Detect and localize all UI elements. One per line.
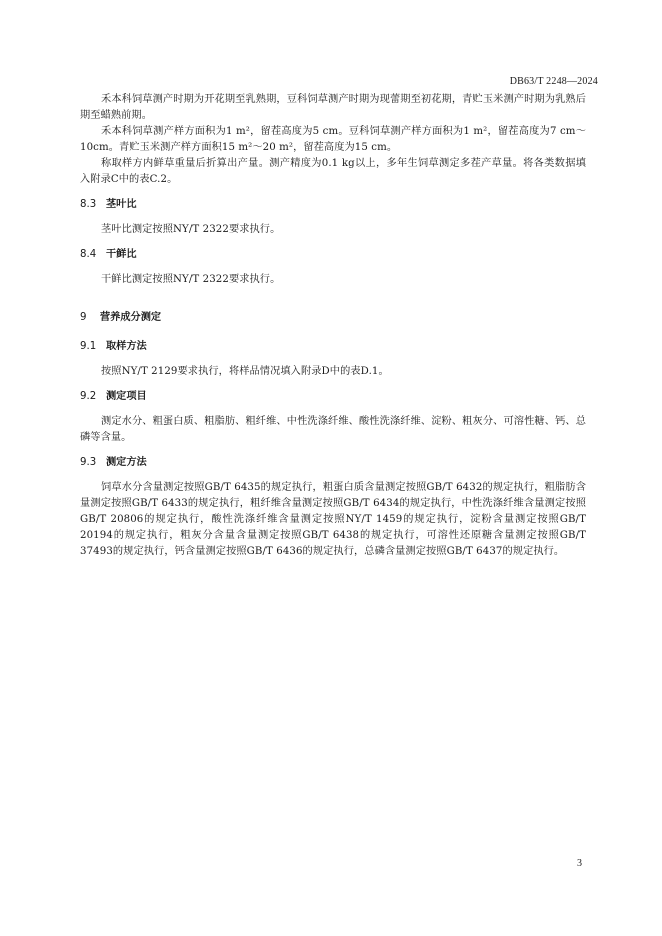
section-heading-9-1 xyxy=(80,339,586,355)
section-heading-8-3 xyxy=(80,197,586,213)
section-heading-9-3 xyxy=(80,455,586,471)
section-heading-9 xyxy=(80,310,586,326)
section-number: 9 xyxy=(80,312,87,323)
document-code: DB63/T 2248—2024 xyxy=(509,76,598,87)
section-number: 8.3 xyxy=(80,199,97,210)
section-number: 8.4 xyxy=(80,249,97,260)
section-title: 干鲜比 xyxy=(106,249,137,260)
paragraph-weighing: 称取样方内鲜草重量后折算出产量。测产精度为0.1 kg以上，多年生饲草测定多茬产草量。将各类数据填入附录C中的表C.2。 xyxy=(80,158,586,185)
section-heading-9-2 xyxy=(80,389,586,405)
section-text-8-4: 干鲜比测定按照NY/T 2322要求执行。 xyxy=(101,274,281,285)
section-number: 9.2 xyxy=(80,391,97,402)
section-title: 测定项目 xyxy=(106,391,147,402)
page-number: 3 xyxy=(577,858,582,869)
page-content xyxy=(80,92,586,560)
paragraph-plot-area: 禾本科饲草测产样方面积为1 m²，留茬高度为5 cm。豆科饲草测产样方面积为1 m²，留茬高度为7 cm～10cm。青贮玉米测产样方面积15 m²～20 m²，留茬高度为15 cm。 xyxy=(80,126,586,153)
section-text-9-3: 饲草水分含量测定按照GB/T 6435的规定执行，粗蛋白质含量测定按照GB/T 6432的规定执行，粗脂肪含量测定按照GB/T 6433的规定执行，粗纤维含量测定按照GB/T 6434的规定执行，中性洗涤纤维含量测定按照GB/T 20806的规定执行，酸性洗涤纤维含量测定按照NY/T 1459的规定执行，淀粉含量测定按照GB/T 20194的规定执行，粗灰分含量含量测定按照GB/T 6438的规定执行，可溶性还原糖含量测定按照GB/T 37493的规定执行，钙含量测定按照GB/T 6436的规定执行，总磷含量测定按照GB/T 6437的规定执行。 xyxy=(80,482,586,557)
section-heading-8-4 xyxy=(80,247,586,263)
section-text-9-1: 按照NY/T 2129要求执行，将样品情况填入附录D中的表D.1。 xyxy=(101,366,389,377)
section-number: 9.1 xyxy=(80,341,97,352)
section-text-8-3: 茎叶比测定按照NY/T 2322要求执行。 xyxy=(101,224,281,235)
section-number: 9.3 xyxy=(80,457,97,468)
paragraph-test-period: 禾本科饲草测产时期为开花期至乳熟期，豆科饲草测产时期为现蕾期至初花期，青贮玉米测产时期为乳熟后期至蜡熟前期。 xyxy=(80,94,586,121)
section-text-9-2: 测定水分、粗蛋白质、粗脂肪、粗纤维、中性洗涤纤维、酸性洗涤纤维、淀粉、粗灰分、可溶性糖、钙、总磷等含量。 xyxy=(80,416,586,443)
section-title: 茎叶比 xyxy=(106,199,137,210)
section-title: 测定方法 xyxy=(106,457,147,468)
section-title: 取样方法 xyxy=(106,341,147,352)
section-title: 营养成分测定 xyxy=(100,312,162,323)
